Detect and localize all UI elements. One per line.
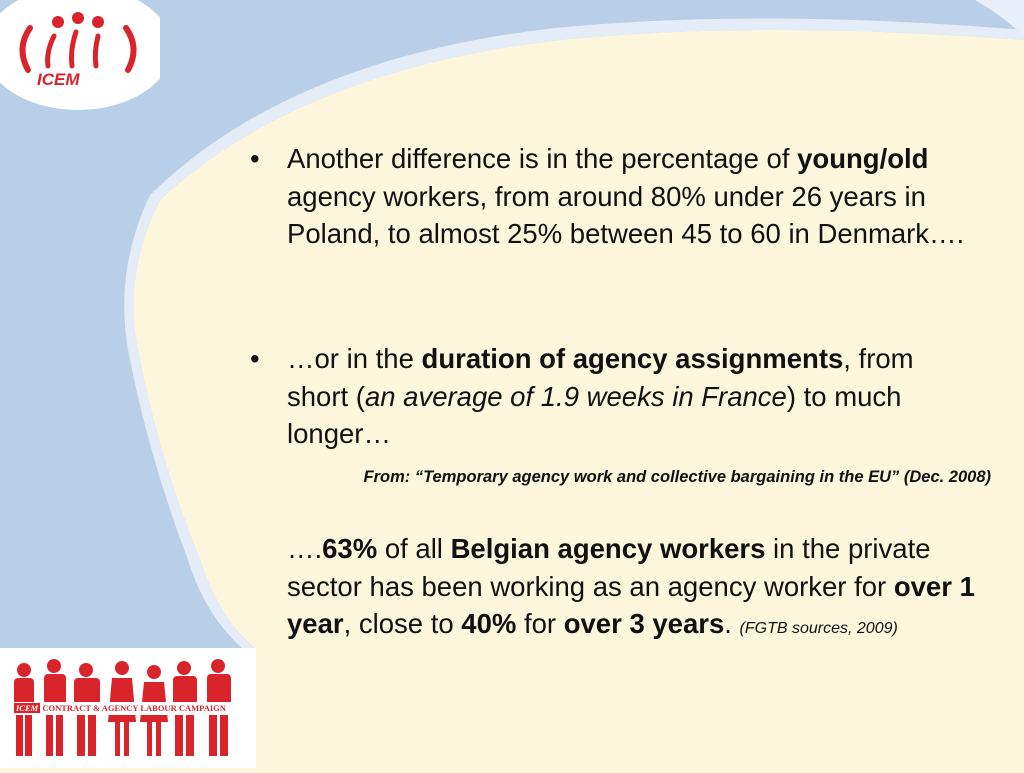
text-run: …or in the bbox=[287, 343, 422, 374]
text-run-bold: duration of agency assignments bbox=[421, 343, 844, 374]
text-run-bold: over 1 year bbox=[287, 570, 975, 639]
text-run: Another difference is in the percentage of bbox=[287, 143, 798, 174]
campaign-title: CONTRACT & AGENCY LABOUR CAMPAIGN bbox=[42, 703, 226, 713]
text-run: agency workers, from around 80% under 26 years in Poland, to almost 25% between 45 to 60 in Denmark…. bbox=[287, 180, 965, 249]
bullet-marker: • bbox=[250, 143, 260, 174]
text-run-italic: an average of 1.9 weeks in France bbox=[364, 380, 787, 412]
logo-text: ICEM bbox=[37, 70, 80, 89]
text-run: for bbox=[516, 608, 564, 639]
icem-logo bbox=[0, 0, 160, 110]
bullet-text bbox=[287, 140, 977, 253]
icem-logo-graphic bbox=[0, 0, 160, 110]
text-run-bold: Belgian agency workers bbox=[450, 533, 766, 564]
text-run-bold: young/old bbox=[797, 143, 929, 174]
campaign-org: ICEM bbox=[16, 703, 39, 713]
text-run: ) to much longer… bbox=[287, 380, 902, 449]
bullet-text bbox=[287, 340, 977, 453]
text-run: . bbox=[724, 608, 740, 639]
text-run-bold: over 3 years bbox=[563, 608, 725, 639]
text-run-bold: 40% bbox=[461, 608, 517, 639]
text-run-bold: 63% bbox=[322, 533, 378, 564]
fgtb-source: (FGTB sources, 2009) bbox=[739, 620, 898, 637]
text-run: , from short ( bbox=[287, 343, 914, 412]
belgian-statistics-paragraph bbox=[287, 530, 987, 648]
text-run: of all bbox=[377, 533, 451, 564]
text-run: …. bbox=[287, 533, 323, 564]
bullet-marker: • bbox=[250, 343, 260, 374]
campaign-label bbox=[14, 702, 240, 715]
text-run: , close to bbox=[343, 608, 462, 639]
source-citation: From: “Temporary agency work and collective bargaining in the EU” (Dec. 2008) bbox=[363, 468, 991, 486]
text-run: in the private sector has been working as an agency worker for bbox=[287, 533, 931, 602]
